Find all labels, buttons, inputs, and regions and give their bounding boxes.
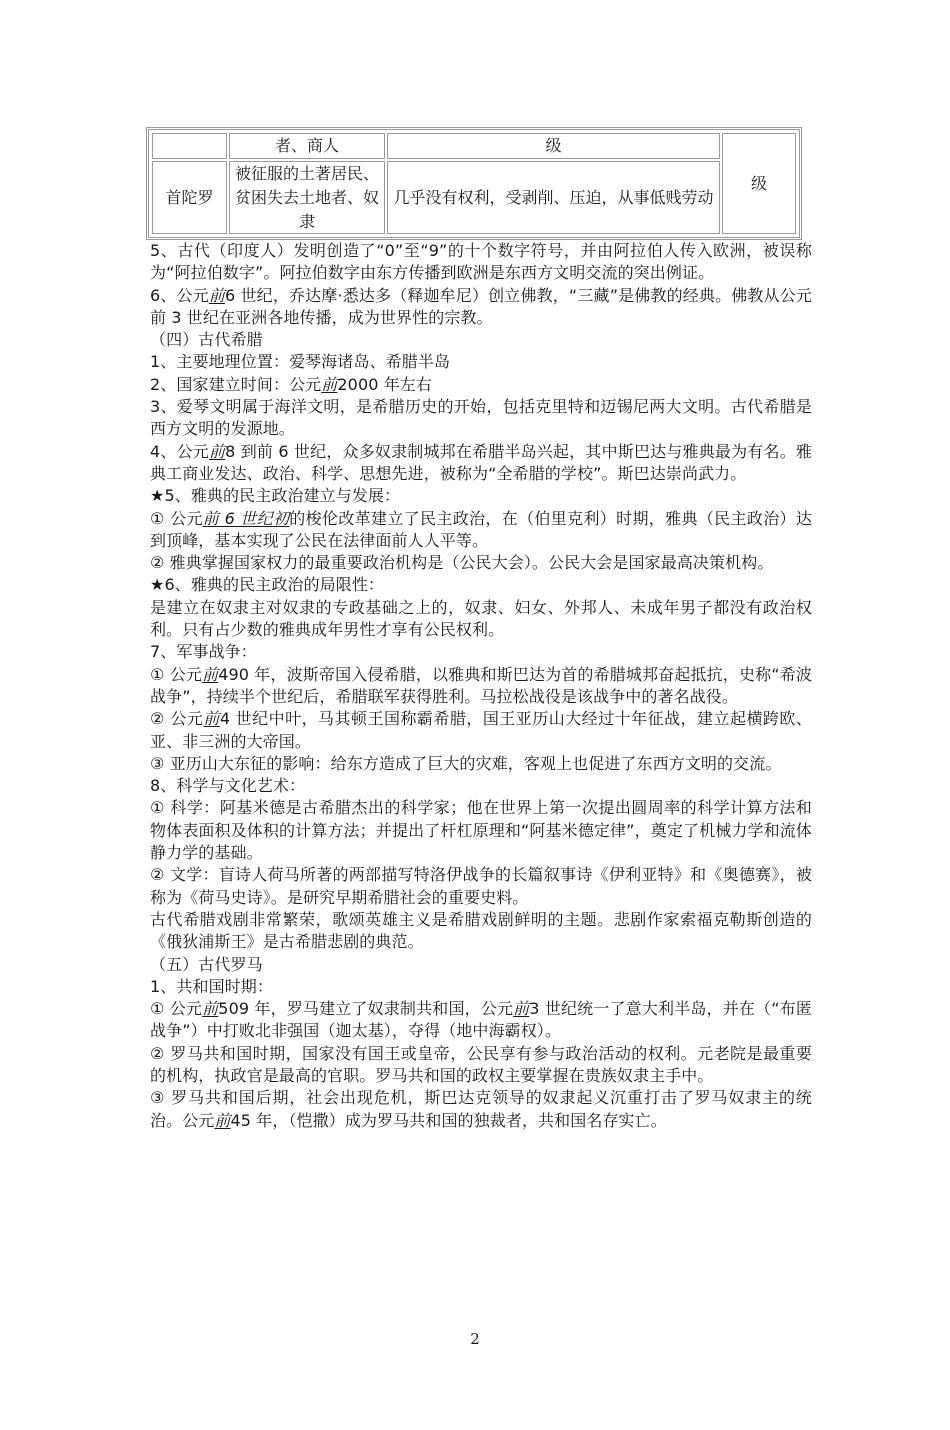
- paragraph-text: ① 公元: [150, 999, 203, 1019]
- paragraph: [150, 329, 812, 351]
- emphasis-text: 前: [214, 1110, 231, 1130]
- paragraph-text: 1、共和国时期：: [150, 976, 273, 996]
- paragraph: [150, 664, 812, 709]
- paragraph: [150, 954, 812, 976]
- paragraph: [150, 1043, 812, 1088]
- table-cell-r1-c1: [152, 133, 227, 159]
- page-number: 2: [470, 1330, 480, 1348]
- paragraph: [150, 508, 812, 553]
- paragraph-text: 2、国家建立时间：公元: [150, 374, 322, 394]
- table-cell-r2-c2: 被征服的土著居民、贫困失去土地者、奴隶: [229, 161, 385, 234]
- paragraph-text: 45 年，（恺撒）成为罗马共和国的独裁者，共和国名存实亡。: [230, 1110, 667, 1130]
- paragraph-text: 是建立在奴隶主对奴隶的专政基础之上的，奴隶、妇女、外邦人、未成年男子都没有政治权利。只有占少数的雅典成年男性才享有公民权利。: [150, 597, 812, 640]
- paragraph: [150, 285, 812, 330]
- paragraph-text: 6 世纪，乔达摩·悉达多（释迦牟尼）创立佛教，“三藏”是佛教的经典。佛教从公元前 3 世纪在亚洲各地传播，成为世界性的宗教。: [150, 285, 812, 327]
- paragraph-text: （五）古代罗马: [150, 954, 263, 974]
- paragraph-text: 3 世纪统一了意大利半岛，并在（“布匿战争”）中打败北非强国（迦太基），夺得（地中海霸权）。: [150, 999, 812, 1041]
- paragraph: [150, 552, 812, 574]
- paragraph-text: 4、公元: [150, 441, 209, 461]
- emphasis-text: 前: [203, 709, 220, 729]
- document-body: [150, 240, 812, 1132]
- paragraph-text: ② 文学：盲诗人荷马所著的两部描写特洛伊战争的长篇叙事诗《伊利亚特》和《奥德赛》，被称为《荷马史诗》。是研究早期希腊社会的重要史料。: [150, 865, 812, 907]
- table-cell-r2-c3: 几乎没有权利，受剥削、压迫，从事低贱劳动: [387, 161, 720, 234]
- paragraph-text: 8 到前 6 世纪，众多奴隶制城邦在希腊半岛兴起，其中斯巴达与雅典最为有名。雅典工商业发达、政治、科学、思想先进，被称为“全希腊的学校”。斯巴达崇尚武力。: [150, 441, 812, 483]
- paragraph: [150, 753, 812, 775]
- paragraph-text: （四）古代希腊: [150, 330, 263, 350]
- paragraph: [150, 374, 812, 396]
- paragraph-text: 490 年，波斯帝国入侵希腊，以雅典和斯巴达为首的希腊城邦奋起抵抗，史称“希波战争”，持续半个世纪后，希腊联军获得胜利。马拉松战役是该战争中的著名战役。: [150, 664, 812, 706]
- paragraph-text: ② 雅典掌握国家权力的最重要政治机构是（公民大会）。公民大会是国家最高决策机构。: [150, 553, 774, 573]
- table-cell-r1-c3: 级: [387, 133, 720, 159]
- paragraph-text: ★6、雅典的民主政治的局限性：: [150, 575, 385, 595]
- paragraph: [150, 775, 812, 797]
- paragraph-text: 7、军事战争：: [150, 642, 257, 662]
- paragraph: [150, 1087, 812, 1132]
- paragraph-text: ★5、雅典的民主政治建立与发展：: [150, 486, 401, 506]
- table-cell-r2-c1: 首陀罗: [152, 161, 227, 234]
- paragraph-text: 509 年，罗马建立了奴隶制共和国，公元: [218, 999, 514, 1019]
- emphasis-text: 前: [321, 374, 338, 394]
- paragraph: [150, 641, 812, 663]
- paragraph: [150, 864, 812, 909]
- emphasis-text: 前: [208, 285, 225, 305]
- paragraph: [150, 976, 812, 998]
- paragraph-text: ① 科学：阿基米德是古希腊杰出的科学家；他在世界上第一次提出圆周率的科学计算方法和物体表面积及体积的计算方法；并提出了杆杠原理和“阿基米德定律”，奠定了机械力学和流体静力学的基础。: [150, 798, 812, 863]
- paragraph-text: 2000 年左右: [337, 374, 432, 394]
- emphasis-text: 前: [513, 999, 530, 1019]
- paragraph: [150, 441, 812, 486]
- paragraph-text: ③ 亚历山大东征的影响：给东方造成了巨大的灾难，客观上也促进了东西方文明的交流。: [150, 753, 782, 773]
- paragraph: [150, 909, 812, 954]
- paragraph: [150, 485, 812, 507]
- paragraph-text: ① 公元: [150, 508, 203, 528]
- paragraph-text: 8、科学与文化艺术：: [150, 776, 306, 796]
- paragraph-text: 6、公元: [150, 285, 209, 305]
- paragraph: [150, 574, 812, 596]
- paragraph-text: 4 世纪中叶，马其顿王国称霸希腊，国王亚历山大经过十年征战，建立起横跨欧、亚、非三洲的大帝国。: [150, 709, 812, 751]
- paragraph-text: 古代希腊戏剧非常繁荣，歌颂英雄主义是希腊戏剧鲜明的主题。悲剧作家索福克勒斯创造的《俄狄浦斯王》是古希腊悲剧的典范。: [150, 909, 812, 952]
- paragraph: [150, 351, 812, 373]
- paragraph-text: 5、古代（印度人）发明创造了“0”至“9”的十个数字符号，并由阿拉伯人传入欧洲，被误称为“阿拉伯数字”。阿拉伯数字由东方传播到欧洲是东西方文明交流的突出例证。: [150, 241, 812, 283]
- paragraph-text: ② 公元: [150, 709, 204, 729]
- paragraph: [150, 597, 812, 642]
- paragraph: [150, 998, 812, 1043]
- paragraph: [150, 240, 812, 285]
- table-cell-r1-c2: 者、商人: [229, 133, 385, 159]
- paragraph-text: ① 公元: [150, 664, 203, 684]
- paragraph-text: ② 罗马共和国时期，国家没有国王或皇帝，公民享有参与政治活动的权利。元老院是最重要的机构，执政官是最高的官职。罗马共和国的政权主要掌握在贵族奴隶主手中。: [150, 1043, 812, 1085]
- emphasis-text: 前: [202, 664, 219, 684]
- paragraph-text: ③ 罗马共和国后期，社会出现危机，斯巴达克领导的奴隶起义沉重打击了罗马奴隶主的统治。公元: [150, 1088, 812, 1130]
- paragraph-text: 1、主要地理位置：爱琴海诸岛、希腊半岛: [150, 352, 451, 372]
- table-cell-r2-c4: 级: [722, 133, 796, 234]
- paragraph: [150, 708, 812, 753]
- paragraph-text: 3、爱琴文明属于海洋文明，是希腊历史的开始，包括克里特和迈锡尼两大文明。古代希腊是西方文明的发源地。: [150, 397, 812, 439]
- paragraph-text: 的梭伦改革建立了民主政治，在（伯里克利）时期，雅典（民主政治）达到顶峰，基本实现了公民在法律面前人人平等。: [150, 508, 812, 550]
- caste-table: [146, 127, 802, 240]
- paragraph: [150, 396, 812, 441]
- emphasis-text: 前 6 世纪初: [202, 508, 290, 528]
- paragraph: [150, 797, 812, 864]
- emphasis-text: 前: [208, 441, 226, 461]
- emphasis-text: 前: [202, 999, 219, 1019]
